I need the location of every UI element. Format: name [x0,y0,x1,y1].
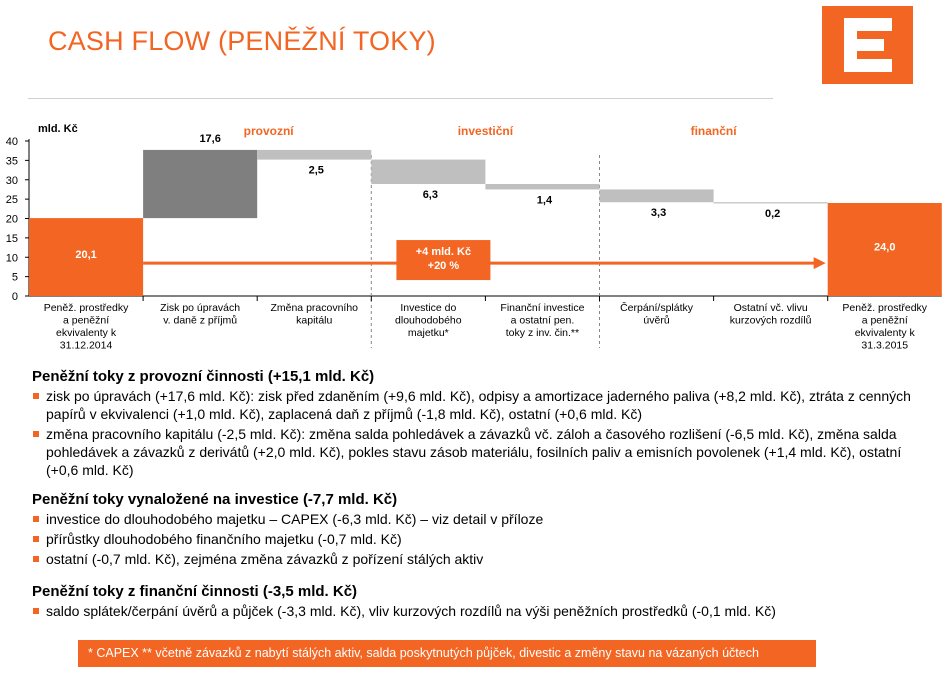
bar-value-label: 0,2 [765,208,781,220]
waterfall-bar [485,184,599,189]
bar-value-label: 17,6 [199,132,221,145]
category-label: Peněž. prostředky a peněžní ekvivalenty k 31.12.2014 [43,302,129,352]
growth-arrow-head [814,257,826,269]
group-label-2: investiční [457,124,514,138]
bar-value-label: 1,4 [536,194,553,207]
y-tick-label: 25 [5,194,18,207]
financing-heading: Peněžní toky z finanční činnosti (-3,5 mld. Kč) [32,583,358,600]
category-label: Ostatní vč. vlivu kurzových rozdílů [729,302,812,327]
waterfall-bar [714,202,828,203]
growth-annotation-text: +20 % [427,260,460,273]
y-tick-label: 10 [5,252,18,265]
footnote-bar: * CAPEX ** včetně závazků z nabytí stálých aktiv, salda poskytnutých půjček, divestic a změny stavu na vázaných účtech [78,640,816,667]
y-tick-label: 0 [11,291,18,303]
cez-logo-icon [822,6,913,84]
cash-flow-waterfall-chart [0,100,951,360]
financing-cash-flow-section [32,583,932,622]
group-label-3: finanční [690,124,737,138]
category-label: Peněž. prostředky a peněžní ekvivalenty k 31.3.2015 [842,302,928,352]
y-tick-label: 5 [11,271,18,284]
group-label-1: provozní [243,124,294,138]
category-label: Investice do dlouhodobého majetku* [395,302,462,339]
investing-bullet: přírůstky dlouhodobého finančního majetku (-0,7 mld. Kč) [32,530,932,548]
y-tick-label: 40 [5,136,18,148]
growth-annotation-text: +4 mld. Kč [415,246,472,259]
bar-value-label: 2,5 [308,164,324,177]
title-divider [28,98,773,99]
waterfall-bar [371,160,485,184]
waterfall-bar [143,150,257,218]
y-tick-label: 20 [5,213,18,226]
y-tick-label: 30 [5,174,18,187]
operating-cash-flow-section [32,368,932,481]
investing-bullet: investice do dlouhodobého majetku – CAPEX (-6,3 mld. Kč) – viz detail v příloze [32,510,932,528]
bar-value-label: 20,1 [75,249,97,262]
category-label: Zisk po úpravách v. daně z příjmů [160,302,241,327]
bar-value-label: 3,3 [650,207,667,220]
category-label: Čerpání/splátky úvěrů [620,302,694,327]
operating-bullet: zisk po úpravách (+17,6 mld. Kč): zisk před zdaněním (+9,6 mld. Kč), odpisy a amortizace jaderného paliva (+8,2 mld. Kč), ztráta z cenných papírů v ekvivalenci (+1,0 mld. Kč), zaplacená daň z příjmů (-1,8 mld. Kč), ostatní (+0,6 mld. Kč) [32,387,932,423]
bar-value-label: 24,0 [874,241,896,254]
bar-value-label: 6,3 [422,189,438,202]
operating-heading: Peněžní toky z provozní činnosti (+15,1 mld. Kč) [32,368,375,385]
category-label: Změna pracovního kapitálu [270,302,359,327]
category-label: Finanční investice a ostatní pen. toky z inv. čin.** [500,302,585,339]
y-axis-unit-label: mld. Kč [38,123,78,135]
operating-bullet: změna pracovního kapitálu (-2,5 mld. Kč): změna salda pohledávek a závazků vč. záloh a časového rozlišení (-6,5 mld. Kč), změna salda pohledávek a závazků z derivátů (+2,0 mld. Kč), pokles stavu zásob materiálu, fosilních paliv a emisních povolenek (+1,4 mld. Kč), ostatní (+0,6 mld. Kč) [32,425,932,479]
financing-bullet: saldo splátek/čerpání úvěrů a půjček (-3,3 mld. Kč), vliv kurzových rozdílů na výši peněžních prostředků (-0,1 mld. Kč) [32,602,932,620]
cez-logo [822,6,913,84]
y-tick-label: 35 [5,155,18,168]
investing-bullet: ostatní (-0,7 mld. Kč), zejména změna závazků z pořízení stálých aktiv [32,550,932,568]
y-tick-label: 15 [5,232,18,245]
investing-cash-flow-section [32,491,932,570]
waterfall-bar [257,150,371,160]
page-title: CASH FLOW (PENĚŽNÍ TOKY) [48,26,436,56]
investing-heading: Peněžní toky vynaložené na investice (-7,7 mld. Kč) [32,491,398,508]
waterfall-bar [600,189,714,202]
